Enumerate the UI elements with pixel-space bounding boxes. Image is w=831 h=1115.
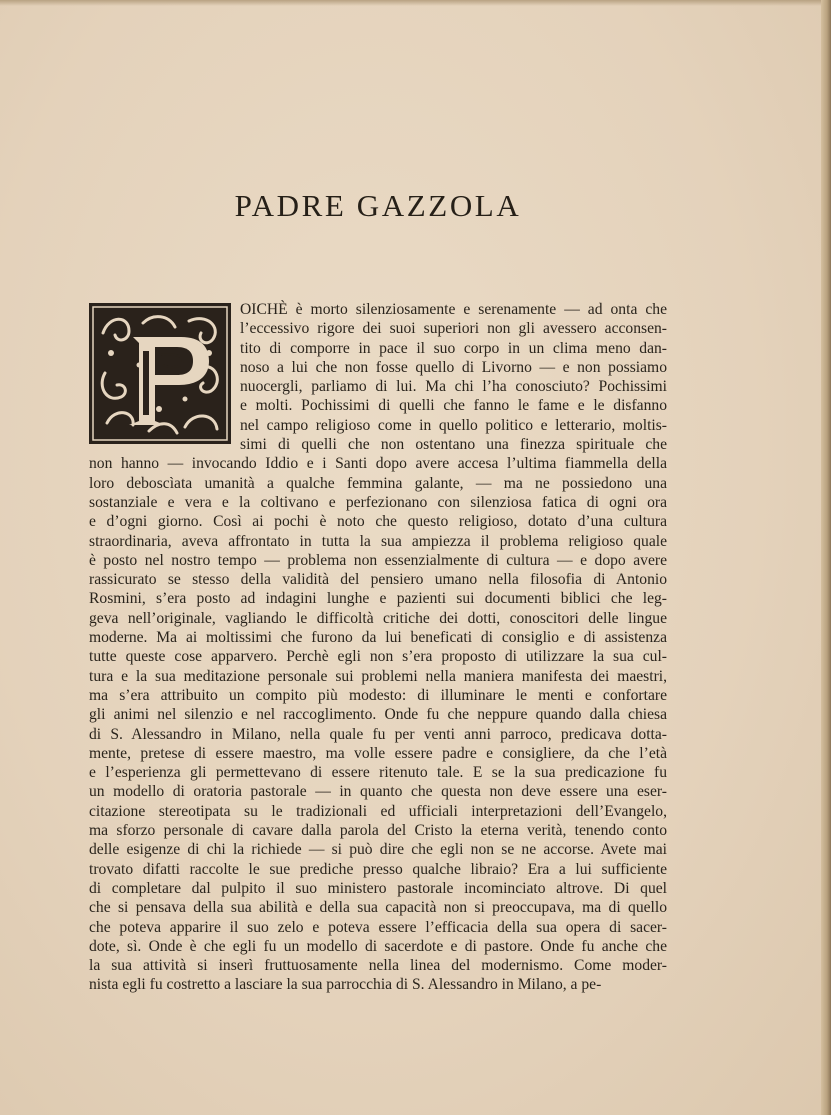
text-line: simi di quelli che non ostentano una finezza spirituale che — [240, 436, 667, 454]
text-line: un modello di oratoria pastorale — in quanto che questa non deve essere una eser- — [89, 783, 667, 801]
text-line: moderne. Ma ai moltissimi che furono da lui beneficati di consiglio e di assistenza — [89, 629, 667, 647]
text-line-rest: è morto silenziosamente e serenamente — ad onta che — [287, 301, 667, 318]
text-line: mente, pretese di essere maestro, ma volle essere padre e consigliere, da che l’età — [89, 744, 667, 762]
small-caps-word: OICHÈ — [240, 301, 288, 318]
text-line: delle esigenze di chi la richiede — si può dire che egli non se ne accorse. Avete mai — [89, 841, 667, 859]
text-line: ma s’era attribuito un compito più modesto: di illuminare le menti e confortare — [89, 686, 667, 704]
page-top-shadow — [0, 0, 822, 6]
text-line: ma sforzo personale di cavare dalla parola del Cristo la eterna verità, tenendo conto — [89, 822, 667, 840]
text-line: citazione stereotipata su le tradizionali ed ufficiali interpretazioni dell’Evangelo, — [89, 802, 667, 820]
text-line: noso a lui che non fosse quello di Livorno — e non possiamo — [240, 358, 667, 376]
text-line: geva nell’originale, vagliando le difficoltà critiche dei dotti, conoscitori delle lingue — [89, 609, 667, 627]
text-line — [240, 300, 667, 319]
text-line: dote, sì. Onde è che egli fu un modello di sacerdote e di pastore. Onde fu anche che — [89, 937, 667, 955]
page-title: PADRE GAZZOLA — [234, 188, 522, 223]
text-line: tura e la sua meditazione personale sui problemi nella maniera manifesta dei maestri, — [89, 667, 667, 685]
text-line: e d’ogni giorno. Così ai pochi è noto che questo religioso, dotato d’una cultura — [89, 513, 667, 531]
text-line: tito di comporre in pace il suo corpo in un clima meno dan- — [240, 339, 667, 357]
text-line: gli animi nel silenzio e nel raccoglimento. Onde fu che neppure quando dalla chiesa — [89, 706, 667, 724]
text-line: la sua attività si inserì fruttuosamente nella linea del modernismo. Come moder- — [89, 957, 667, 975]
text-line: e molti. Pochissimi di quelli che fanno le fame e le disfanno — [240, 397, 667, 415]
text-line: straordinaria, aveva affrontato in tutta la sua ampiezza il problema religioso quale — [89, 532, 667, 550]
text-line: che poteva apparire il suo zelo e poteva essere l’efficacia della sua opera di sacer- — [89, 918, 667, 936]
text-line: l’eccessivo rigore dei suoi superiori non gli avessero acconsen- — [240, 320, 667, 338]
article-body — [89, 300, 667, 995]
text-line: non hanno — invocando Iddio e i Santi dopo avere accesa l’ultima fiammella della — [89, 455, 667, 473]
text-line: di completare dal pulpito il suo ministero pastorale incominciato altrove. Di quel — [89, 879, 667, 897]
text-line: nuocergli, parliamo di lui. Ma chi l’ha conosciuto? Pochissimi — [240, 378, 667, 396]
text-line: nista egli fu costretto a lasciare la sua parrocchia di S. Alessandro in Milano, a pe- — [89, 976, 602, 994]
text-line: che si pensava della sua abilità e della sua capacità non si preoccupava, ma di quello — [89, 899, 667, 917]
text-line: è posto nel nostro tempo — problema non essenzialmente di cultura — e dopo avere — [89, 551, 667, 569]
page-edge — [821, 0, 831, 1115]
text-line: tutte queste cose apparvero. Perchè egli non s’era proposto di utilizzare la sua cul- — [89, 648, 667, 666]
text-line: e l’esperienza gli permettevano di essere ritenuto tale. E se la sua predicazione fu — [89, 764, 667, 782]
text-line: nel campo religioso come in quello politico e letterario, moltis- — [240, 416, 667, 434]
text-line: Rosmini, s’era posto ad indagini lunghe e pazienti sui documenti biblici che leg- — [89, 590, 667, 608]
text-line: di S. Alessandro in Milano, nella quale fu per venti anni parroco, predicava dotta- — [89, 725, 667, 743]
text-line: trovato difatti raccolte le sue prediche presso qualche libraio? Era a lui sufficiente — [89, 860, 667, 878]
text-line: loro deboscìata umanità a qualche femmina galante, — ma ne possiedono una — [89, 474, 667, 492]
text-line: rassicurato se stesso della validità del pensiero umano nella filosofia di Antonio — [89, 571, 667, 589]
text-line: sostanziale e vera e la coltivano e perfezionano con silenziosa fatica di ogni ora — [89, 493, 667, 511]
